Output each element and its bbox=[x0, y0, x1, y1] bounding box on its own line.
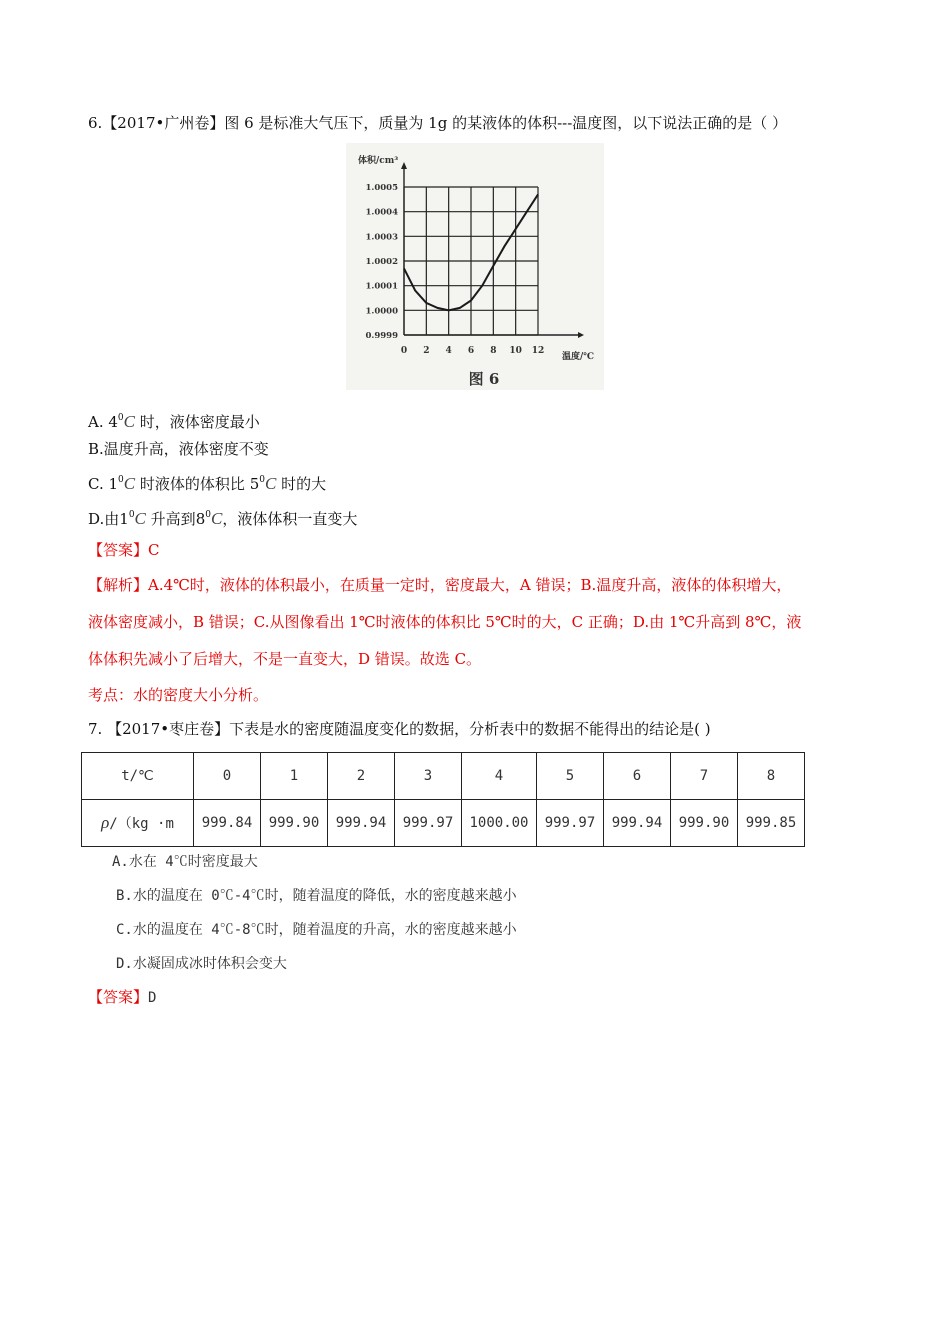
y-tick-label: 1.0002 bbox=[365, 257, 398, 267]
q7-option-c: C.水的温度在 4℃-8℃时，随着温度的升高，水的密度越来越小 bbox=[116, 922, 517, 938]
y-tick-label: 1.0005 bbox=[365, 183, 398, 193]
x-tick-label: 4 bbox=[445, 346, 452, 356]
table-cell: 0 bbox=[194, 753, 261, 800]
table-cell: 999.94 bbox=[604, 800, 671, 847]
q6-analysis-line-2: 液体密度减小，B 错误；C.从图像看出 1℃时液体的体积比 5℃时的大，C 正确；D.由 1℃升高到 8℃，液 bbox=[88, 613, 802, 631]
table-cell: 6 bbox=[604, 753, 671, 800]
y-tick-label: 1.0004 bbox=[365, 207, 398, 218]
table-cell: 7 bbox=[671, 753, 738, 800]
table-cell: 999.90 bbox=[261, 800, 328, 847]
figure-caption: 图 6 bbox=[468, 370, 500, 388]
x-tick-label: 8 bbox=[490, 346, 497, 356]
q7-option-a: A.水在 4℃时密度最大 bbox=[112, 854, 258, 870]
table-cell: 999.84 bbox=[194, 800, 261, 847]
y-tick-label: 1.0003 bbox=[365, 232, 398, 243]
y-axis-label: 体积/cm³ bbox=[358, 156, 399, 166]
table-header-label: t/℃ bbox=[82, 753, 194, 800]
table-cell: 999.94 bbox=[328, 800, 395, 847]
q6-answer: 【答案】C bbox=[88, 541, 160, 559]
volume-temperature-chart bbox=[346, 143, 604, 390]
y-axis-arrow bbox=[401, 162, 407, 169]
table-cell: 3 bbox=[395, 753, 462, 800]
q7-option-d: D.水凝固成冰时体积会变大 bbox=[116, 956, 287, 972]
x-tick-label: 6 bbox=[467, 346, 475, 356]
x-tick-label: 10 bbox=[509, 346, 522, 356]
table-cell: 8 bbox=[738, 753, 805, 800]
table-cell: 4 bbox=[462, 753, 537, 800]
q6-stem: 6.【2017•广州卷】图 6 是标准大气压下，质量为 1g 的某液体的体积---温度图，以下说法正确的是（ ） bbox=[88, 114, 788, 132]
x-tick-label: 2 bbox=[423, 346, 430, 356]
x-axis-label: 温度/℃ bbox=[562, 352, 595, 362]
q6-analysis-line-1: 【解析】A.4℃时，液体的体积最小，在质量一定时，密度最大，A 错误；B.温度升高，液体的体积增大， bbox=[88, 576, 792, 594]
q6-option-b: B.温度升高，液体密度不变 bbox=[88, 440, 269, 458]
x-tick-label: 0 bbox=[400, 346, 408, 356]
y-tick-label: 0.9999 bbox=[365, 331, 398, 341]
table-row-label: ρ/（kg ·m bbox=[82, 800, 194, 847]
table-cell: 999.97 bbox=[537, 800, 604, 847]
x-tick-label: 12 bbox=[531, 346, 545, 356]
q7-answer: 【答案】D bbox=[88, 988, 157, 1006]
q6-option-a: A. $4^0C$ 时，液体密度最小 bbox=[88, 412, 260, 431]
y-tick-label: 1.0000 bbox=[365, 306, 398, 317]
q7-option-b: B.水的温度在 0℃-4℃时，随着温度的降低，水的密度越来越小 bbox=[116, 888, 517, 904]
y-tick-label: 1.0001 bbox=[365, 281, 398, 292]
table-cell: 5 bbox=[537, 753, 604, 800]
table-cell: 999.85 bbox=[738, 800, 805, 847]
q6-analysis-line-3: 体体积先减小了后增大，不是一直变大，D 错误。故选 C。 bbox=[88, 650, 482, 668]
table-row bbox=[82, 753, 805, 800]
table-cell: 999.97 bbox=[395, 800, 462, 847]
density-table bbox=[81, 752, 805, 847]
q6-kaodian: 考点：水的密度大小分析。 bbox=[88, 686, 269, 704]
q7-stem: 7. 【2017•枣庄卷】下表是水的密度随温度变化的数据，分析表中的数据不能得出的结论是( ) bbox=[88, 720, 711, 738]
table-cell: 2 bbox=[328, 753, 395, 800]
table-cell: 1 bbox=[261, 753, 328, 800]
q6-option-c: C. $1^0C$ 时液体的体积比 $5^0C$ 时的大 bbox=[88, 474, 327, 493]
q6-option-d: D.由$1^0C$ 升高到$8^0C$，液体体积一直变大 bbox=[88, 509, 358, 528]
table-cell: 1000.00 bbox=[462, 800, 537, 847]
x-axis-arrow bbox=[578, 332, 584, 338]
table-row bbox=[82, 800, 805, 847]
table-cell: 999.90 bbox=[671, 800, 738, 847]
chart-svg bbox=[346, 143, 604, 390]
